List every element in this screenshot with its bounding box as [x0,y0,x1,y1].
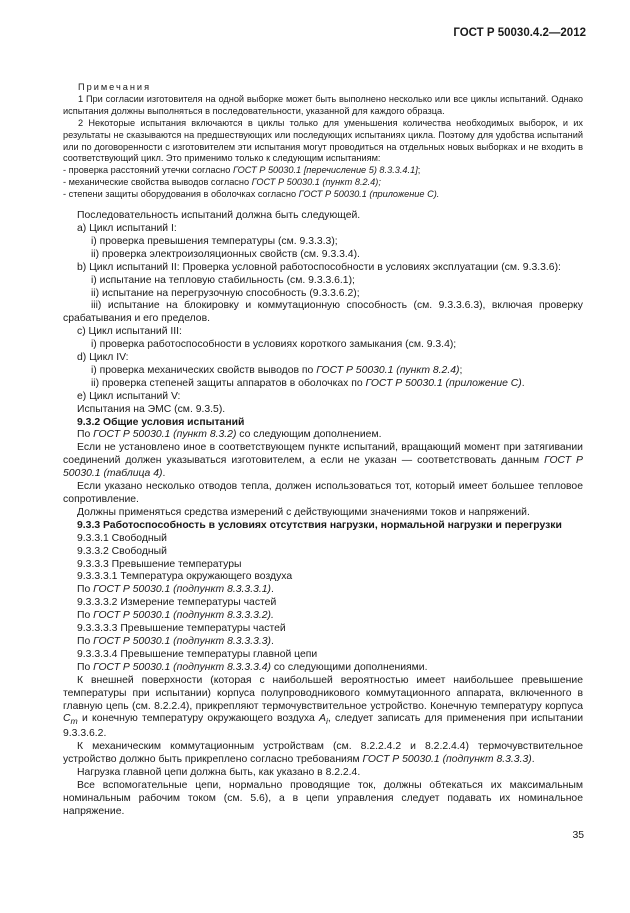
clause-9-3-3-3-4: 9.3.3.3.4 Превышение температуры главной цепи [77,648,318,660]
ref-2: По ГОСТ Р 50030.1 (подпункт 8.3.3.3.2). [77,610,274,622]
clause-9-3-3-3: 9.3.3.3 Превышение температуры [77,558,242,570]
clause-9-3-3-3-3: 9.3.3.3.3 Превышение температуры частей [77,623,286,635]
cycle-a-item-2: ii) проверка электроизоляционных свойств (см. 9.3.3.4). [91,248,360,260]
outer-surface-paragraph: К внешней поверхности (которая с наибольшей вероятностью имеет наибольшее превышение температуры при испытании) корпуса полупроводникового коммутационного аппарата, включенного в главную цепь (см. 8.2.2.4), прикрепляют термочувствительное устройство. Конечную температуру корпуса $С_т$ и конечную температуру окружающего воздуха $A_i$, следует записать для применения при испытании 9.3.3.6.2. [63,674,584,740]
cycle-c-item-1: i) проверка работоспособности в условиях короткого замыкания (см. 9.3.4); [91,339,457,351]
cycle-b-item-3: iii) испытание на блокировку и коммутационную способность (см. 9.3.3.6.3), включая проверку срабатывания и его пределов. [63,300,583,325]
cycle-e: е) Цикл испытаний V: [77,390,181,402]
page-content [63,82,583,819]
document-header: ГОСТ Р 50030.4.2—2012 [453,27,586,39]
main-circuit-load-paragraph: Нагрузка главной цепи должна быть, как указано в 8.2.2.4. [77,767,361,779]
torque-paragraph: Если не установлено иное в соответствующем пункте испытаний, вращающий момент при затягивании соединений должен указываться изготовителем, а если не указан — соответствовать данным ГОСТ Р 50030.1 (таблица 4). [63,442,583,480]
heat-sink-paragraph: Если указано несколько отводов тепла, должен использоваться тот, который имеет большее тепловое сопротивление. [63,481,583,505]
main-text [63,210,583,819]
cycle-d: d) Цикл IV: [77,352,129,364]
clause-9-3-3-3-2: 9.3.3.3.2 Измерение температуры частей [77,597,277,609]
instruments-paragraph: Должны применяться средства измерений с действующими значениями токов и напряжений. [77,506,530,518]
heading-9-3-3: 9.3.3 Работоспособность в условиях отсутствия нагрузки, нормальной нагрузки и перегрузки [77,519,562,531]
clause-9-3-3-1: 9.3.3.1 Свободный [77,532,167,544]
notes-title: Примечания [78,82,152,92]
ref-9-3-2: По ГОСТ Р 50030.1 (пункт 8.3.2) со следующим дополнением. [77,429,382,441]
cycle-e-item-1: Испытания на ЭМС (см. 9.3.5). [77,403,226,415]
clause-9-3-3-3-1: 9.3.3.3.1 Температура окружающего воздуха [77,571,293,583]
auxiliary-circuits-paragraph: Все вспомогательные цепи, нормально проводящие ток, должны обтекаться их максимальным номинальным рабочим током (см. 5.6), а в цепи управления следует подавать их номинальное напряжение. [63,780,583,817]
note-1: 1 При согласии изготовителя на одной выборке может быть выполнено несколько или все циклы испытаний. Однако испытания должны выполняться в последовательности, указанной для каждого образца. [63,93,583,116]
page-number: 35 [572,830,584,841]
clause-9-3-3-2: 9.3.3.2 Свободный [77,545,167,557]
cycle-d-item-2: ii) проверка степеней защиты аппаратов в оболочках по ГОСТ Р 50030.1 (приложение С). [91,377,525,389]
mechanical-devices-paragraph: К механическим коммутационным устройствам (см. 8.2.2.4.2 и 8.2.2.4.4) термочувствительное устройство должно быть прикреплено согласно требованиям ГОСТ Р 50030.1 (подпункт 8.3.3.3). [63,741,583,766]
ref-3: По ГОСТ Р 50030.1 (подпункт 8.3.3.3.3). [77,635,274,647]
note-dash-2: - механические свойства выводов согласно ГОСТ Р 50030.1 (пункт 8.2.4); [63,177,381,188]
cycle-a: а) Цикл испытаний I: [77,222,177,234]
notes-block [63,82,583,201]
cycle-a-item-1: i) проверка превышения температуры (см. 9.3.3.3); [91,235,338,247]
cycle-b-item-2: ii) испытание на перегрузочную способность (9.3.3.6.2); [91,287,360,299]
note-dash-3: - степени защиты оборудования в оболочках согласно ГОСТ Р 50030.1 (приложение С). [63,189,440,200]
note-dash-1: - проверка расстояний утечки согласно ГОСТ Р 50030.1 [перечисление 5) 8.3.3.4.1]; [63,165,421,176]
cycle-b-item-1: i) испытание на тепловую стабильность (см. 9.3.3.6.1); [91,274,355,286]
ref-1: По ГОСТ Р 50030.1 (подпункт 8.3.3.3.1). [77,584,274,596]
heading-9-3-2: 9.3.2 Общие условия испытаний [77,416,245,428]
cycle-c: с) Цикл испытаний III: [77,326,182,338]
note-2: 2 Некоторые испытания включаются в циклы только для уменьшения количества необходимых выборок, и их результаты не сказываются на предшествующих или последующих испытаниях цикла. Поэтому для удобства испытаний или по договоренности с изготовителем эти испытания могут проводиться на отдельных новых выборках и не входить в соответствующий цикл. Это применимо только к следующим испытаниям: [63,117,583,164]
cycle-b: b) Цикл испытаний II: Проверка условной работоспособности в условиях эксплуатации (см. 9.3.3.6): [77,261,561,273]
cycle-d-item-1: i) проверка механических свойств выводов по ГОСТ Р 50030.1 (пункт 8.2.4); [91,364,463,376]
sequence-intro: Последовательность испытаний должна быть следующей. [77,210,361,222]
ref-4: По ГОСТ Р 50030.1 (подпункт 8.3.3.3.4) со следующими дополнениями. [77,661,428,673]
